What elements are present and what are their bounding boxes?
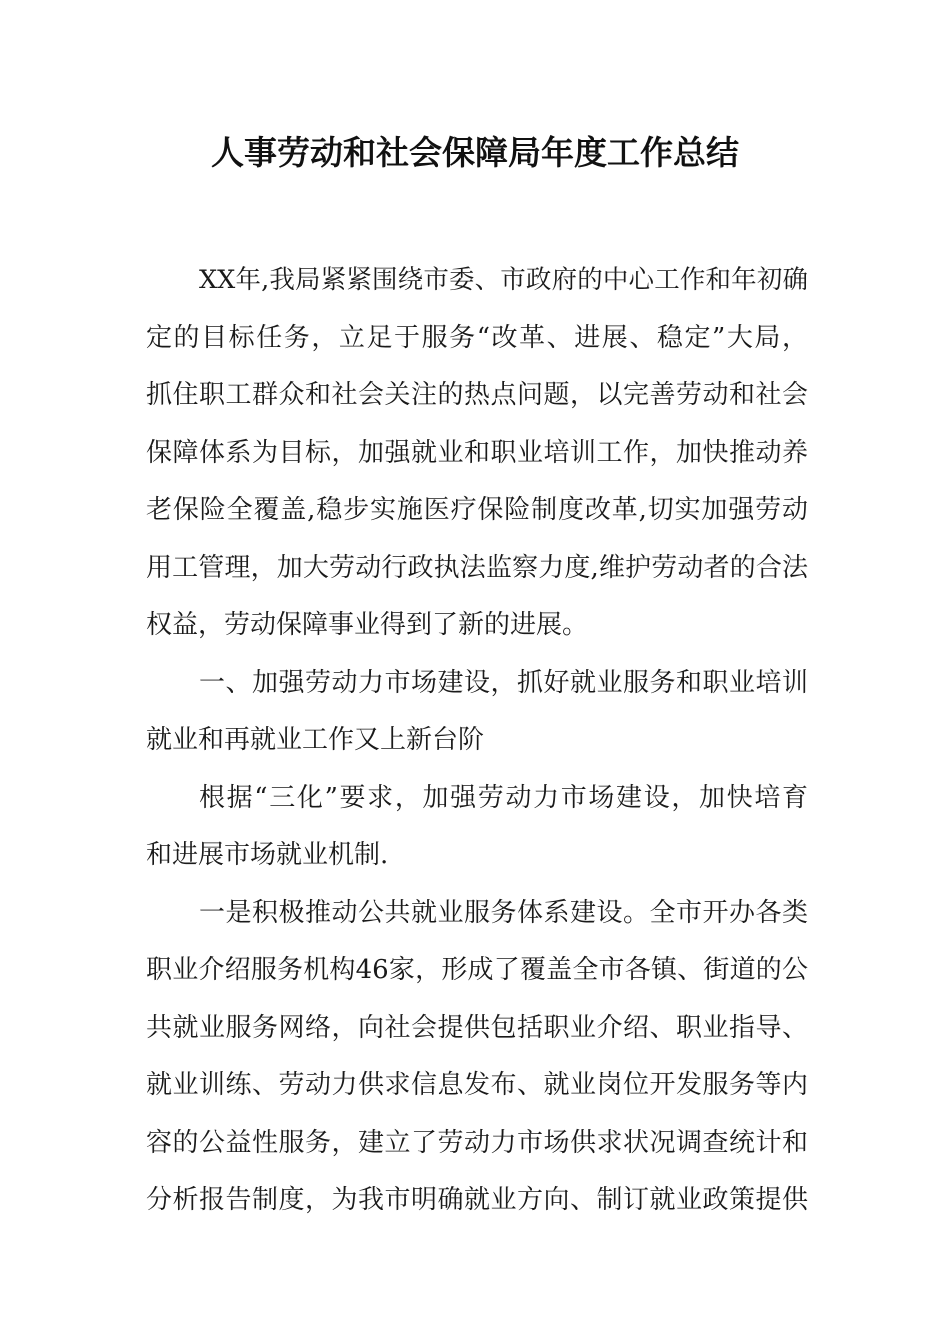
paragraph-3-line-5: 容的公益性服务，建立了劳动力市场供求状况调查统计和 [146, 1128, 808, 1158]
paragraph-3-line-4: 就业训练、劳动力供求信息发布、就业岗位开发服务等内 [146, 1070, 808, 1100]
paragraph-3-line-2: 职业介绍服务机构46家，形成了覆盖全市各镇、街道的公 [146, 955, 808, 985]
paragraph-1-line-4: 保障体系为目标，加强就业和职业培训工作，加快推动养 [146, 438, 808, 468]
section-heading-1-line-1: 一、加强劳动力市场建设，抓好就业服务和职业培训 [199, 668, 808, 698]
paragraph-3-line-3: 共就业服务网络，向社会提供包括职业介绍、职业指导、 [146, 1013, 808, 1043]
paragraph-3-line-6: 分析报告制度，为我市明确就业方向、制订就业政策提供 [146, 1185, 808, 1215]
paragraph-1-line-1: XX年,我局紧紧围绕市委、市政府的中心工作和年初确 [199, 265, 808, 295]
paragraph-2-line-2: 和进展市场就业机制. [146, 840, 389, 870]
paragraph-1-line-7: 权益，劳动保障事业得到了新的进展。 [146, 610, 589, 640]
paragraph-1-line-3: 抓住职工群众和社会关注的热点问题，以完善劳动和社会 [146, 380, 808, 410]
section-heading-1-line-2: 就业和再就业工作又上新台阶 [146, 725, 485, 755]
paragraph-3-line-1: 一是积极推动公共就业服务体系建设。全市开办各类 [199, 898, 808, 928]
paragraph-1-line-5: 老保险全覆盖,稳步实施医疗保险制度改革,切实加强劳动 [146, 495, 808, 525]
document-title: 人事劳动和社会保障局年度工作总结 [211, 133, 739, 172]
paragraph-1-line-6: 用工管理，加大劳动行政执法监察力度,维护劳动者的合法 [146, 553, 808, 583]
paragraph-2-line-1: 根据“三化”要求，加强劳动力市场建设，加快培育 [199, 783, 808, 813]
paragraph-1-line-2: 定的目标任务，立足于服务“改革、进展、稳定”大局， [146, 323, 808, 353]
